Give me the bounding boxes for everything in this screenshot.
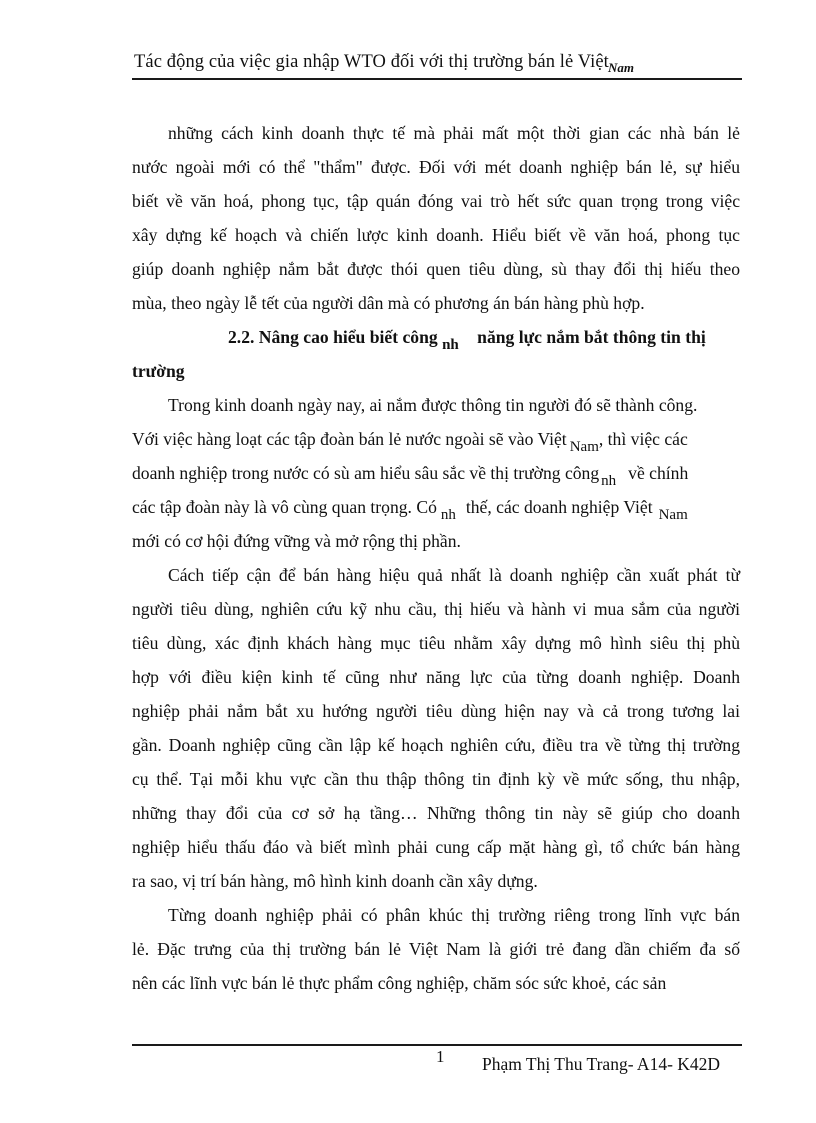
p2-sub: nh [601,473,617,489]
paragraph-1-line: xây dựng kế hoạch và chiến lược kinh doanh. Hiểu biết về văn hoá, phong tục [132,225,740,245]
paragraph-3-line: những thay đổi của cơ sở hạ tầng… Những thông tin này sẽ giúp cho doanh [132,803,740,823]
p2-text: thế, các doanh nghiệp Việt [465,497,653,517]
paragraph-2-line [132,422,740,456]
paragraph-2-line [132,456,740,490]
p2-text: Với việc hàng loạt các tập đoàn bán lẻ nước ngoài sẽ vào Việt [132,429,567,449]
p2-sub: Nam [569,439,599,455]
paragraph-3-line: tiêu dùng, xác định khách hàng mục tiêu nhằm xây dựng mô hình siêu thị phù [132,633,740,653]
page-footer [132,1044,742,1080]
paragraph-1-line: giúp doanh nghiệp nắm bắt được thói quen tiêu dùng, sù thay đổi thị hiếu theo [132,259,740,279]
document-body [132,116,740,1000]
paragraph-3-line: Cách tiếp cận để bán hàng hiệu quả nhất là doanh nghiệp cần xuất phát từ [168,565,740,585]
paragraph-2-line: mới có cơ hội đứng vững và mở rộng thị phần. [132,531,461,551]
paragraph-1-line: biết về văn hoá, phong tục, tập quán đóng vai trò hết sức quan trọng trong việc [132,191,740,211]
p2-text: về chính [628,463,689,483]
paragraph-3-line: người tiêu dùng, nghiên cứu kỹ nhu cầu, thị hiếu và hành vi mua sắm của người [132,599,740,619]
p2-text: , thì việc các [598,429,688,449]
header-title-tail: Nam [608,60,634,75]
section-heading [132,320,740,354]
section-heading-sub: nh [442,337,459,353]
page-number: 1 [436,1047,445,1066]
paragraph-4-line: Từng doanh nghiệp phải có phân khúc thị trường riêng trong lĩnh vực bán [168,905,740,925]
paragraph-1-line: mùa, theo ngày lễ tết của người dân mà có phương án bán hàng phù hợp. [132,293,645,313]
p2-sub: Nam [658,507,688,523]
paragraph-2-line [132,490,740,524]
paragraph-1-line: những cách kinh doanh thực tế mà phải mất một thời gian các nhà bán lẻ [168,123,740,143]
section-heading-part2: năng lực nắm bắt thông tin thị [477,327,706,347]
page-header [132,50,742,80]
header-title: Tác động của việc gia nhập WTO đối với thị trường bán lẻ Việt [134,52,609,72]
paragraph-3-line: ra sao, vị trí bán hàng, mô hình kinh doanh cần xây dựng. [132,871,538,891]
section-heading-line2: trường [132,361,185,381]
paragraph-2-line: Trong kinh doanh ngày nay, ai nắm được thông tin người đó sẽ thành công. [168,395,698,415]
p2-text: các tập đoàn này là vô cùng quan trọng. Có [132,497,437,517]
paragraph-3-line: cụ thể. Tại mỗi khu vực cần thu thập thông tin định kỳ về mức sống, thu nhập, [132,769,740,789]
paragraph-4-line: nên các lĩnh vực bán lẻ thực phẩm công nghiệp, chăm sóc sức khoẻ, các sản [132,973,667,993]
paragraph-1-line: nước ngoài mới có thể "thẩm" được. Đối với mét doanh nghiệp bán lẻ, sự hiểu [132,157,740,177]
p2-sub: nh [440,507,456,523]
paragraph-3-line: hợp với điều kiện kinh tế cũng như năng lực của từng doanh nghiệp. Doanh [132,667,740,687]
p2-text: doanh nghiệp trong nước có sù am hiểu sâu sắc về thị trường công [132,463,600,483]
paragraph-3-line: nghiệp phải nắm bắt xu hướng người tiêu dùng hiện nay và cả trong tương lai [132,701,740,721]
paragraph-4-line: lẻ. Đặc trưng của thị trường bán lẻ Việt Nam là giới trẻ đang dần chiếm đa số [132,939,740,959]
footer-author: Phạm Thị Thu Trang- A14- K42D [482,1054,721,1074]
paragraph-3-line: nghiệp hiểu thấu đáo và biết mình phải cung cấp mặt hàng gì, tổ chức bán hàng [132,837,740,857]
paragraph-3-line: gần. Doanh nghiệp cũng cần lập kế hoạch nghiên cứu, điều tra về từng thị trường [132,735,740,755]
section-heading-part1: 2.2. Nâng cao hiểu biết công [228,327,438,347]
